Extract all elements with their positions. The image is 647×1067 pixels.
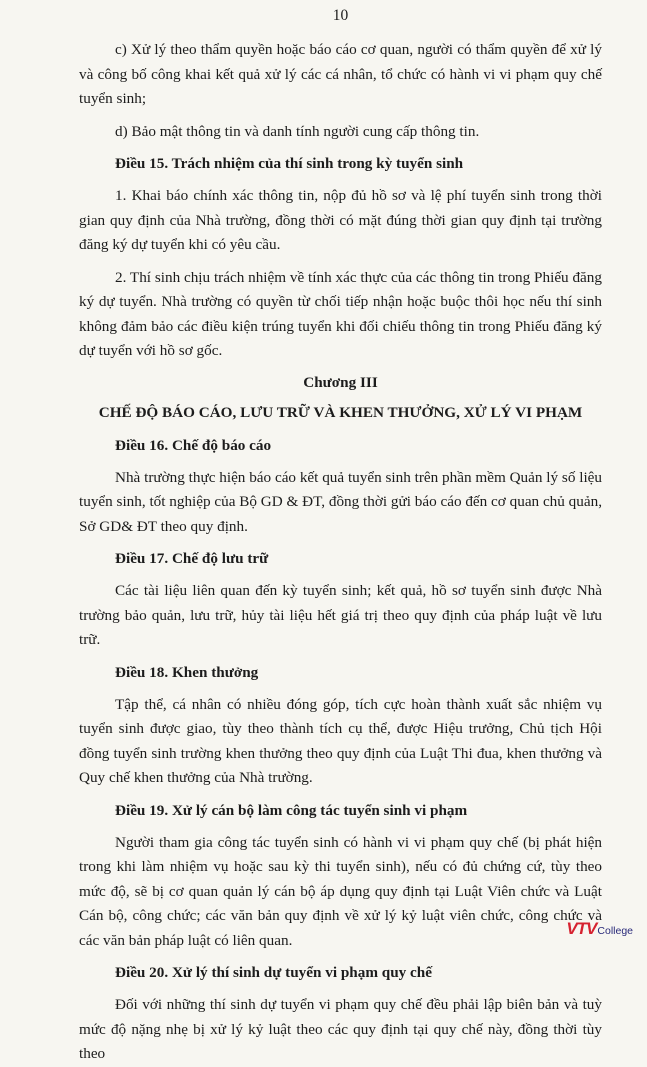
logo-sub: College [597,925,633,937]
article-17-body: Các tài liệu liên quan đến kỳ tuyển sinh; kết quả, hồ sơ tuyển sinh được Nhà trường bảo quản, lưu trữ, hủy tài liệu hết giá trị theo quy định của pháp luật về lưu trữ. [79,582,602,648]
vtv-college-logo [566,920,633,938]
clause-c: c) Xử lý theo thẩm quyền hoặc báo cáo cơ quan, người có thẩm quyền để xử lý và công bố công khai kết quả xử lý các cá nhân, tổ chức có hành vi vi phạm quy chế tuyển sinh; [79,41,602,107]
article-16-body: Nhà trường thực hiện báo cáo kết quả tuyển sinh trên phần mềm Quản lý số liệu tuyển sinh, tốt nghiệp của Bộ GD & ĐT, đồng thời gửi báo cáo đến cơ quan chủ quản, Sở GD& ĐT theo quy định. [79,468,602,535]
article-19-body: Người tham gia công tác tuyển sinh có hành vi vi phạm quy chế (bị phát hiện trong khi làm nhiệm vụ hoặc sau kỳ thi tuyển sinh), nếu có đủ chứng cứ, tùy theo mức độ, sẽ bị cơ quan quản lý cán bộ áp dụng quy định tại Luật Viên chức và Luật Cán bộ, công chức; các văn bản quy định về xử lý kỷ luật viên chức, công chức và các văn bản pháp luật có liên quan. [79,833,602,949]
article-18-body: Tập thể, cá nhân có nhiều đóng góp, tích cực hoàn thành xuất sắc nhiệm vụ tuyển sinh được giao, tùy theo thành tích cụ thể, được Hiệu trưởng, Chủ tịch Hội đồng tuyển sinh trường khen thưởng theo quy định của Luật Thi đua, khen thưởng và Quy chế khen thưởng của Nhà trường. [79,695,602,786]
article-16-heading: Điều 16. Chế độ báo cáo [115,436,272,454]
chapter-title: CHẾ ĐỘ BÁO CÁO, LƯU TRỮ VÀ KHEN THƯỞNG, XỬ LÝ VI PHẠM [98,403,583,421]
article-20-body: Đối với những thí sinh dự tuyển vi phạm quy chế đều phải lập biên bản và tuỳ mức độ nặng nhẹ bị xử lý kỷ luật theo các quy định tại quy chế này, đồng thời tùy theo [79,996,602,1062]
article-15-item-2: 2. Thí sinh chịu trách nhiệm về tính xác thực của các thông tin trong Phiếu đăng ký dự tuyển. Nhà trường có quyền từ chối tiếp nhận hoặc buộc thôi học nếu thí sinh không đảm bảo các điều kiện trúng tuyển khi đối chiếu thông tin trong Phiếu đăng ký dự tuyển với hồ sơ gốc. [79,268,602,359]
article-20-heading: Điều 20. Xử lý thí sinh dự tuyển vi phạm quy chế [115,964,432,981]
article-17-heading: Điều 17. Chế độ lưu trữ [115,550,269,567]
document-body [79,38,602,1067]
logo-brand: VTV [566,919,597,938]
page-number: 10 [332,7,349,24]
article-15-heading: Điều 15. Trách nhiệm của thí sinh trong kỳ tuyển sinh [115,155,464,172]
chapter-number: Chương III [303,373,378,391]
clause-d: d) Bảo mật thông tin và danh tính người cung cấp thông tin. [115,122,480,140]
article-15-item-1: 1. Khai báo chính xác thông tin, nộp đủ hồ sơ và lệ phí tuyển sinh trong thời gian quy định của Nhà trường, đồng thời có mặt đúng thời gian quy định tại trường đăng ký dự tuyển khi có yêu cầu. [79,187,602,253]
article-19-heading: Điều 19. Xử lý cán bộ làm công tác tuyển sinh vi phạm [115,801,468,819]
article-18-heading: Điều 18. Khen thưởng [115,663,259,681]
